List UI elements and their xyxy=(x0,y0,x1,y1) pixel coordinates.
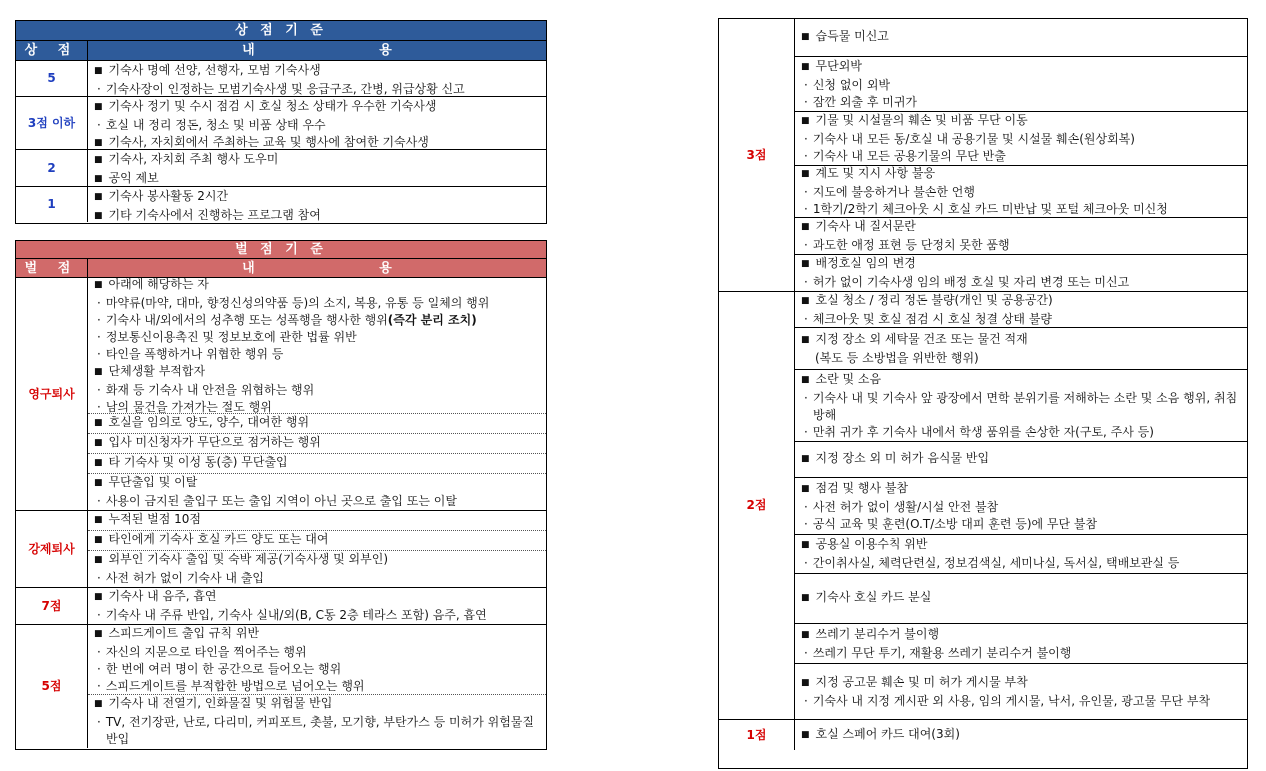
reward-score: 1 xyxy=(16,187,88,222)
penalty-line: ■ 기숙사 내 전열기, 인화물질 및 위험물 반입 xyxy=(94,695,540,714)
penalty-line: ■ 기숙사 호실 카드 분실 xyxy=(801,589,1241,608)
penalty-line: · 사전 허가 없이 생활/시설 안전 불참 xyxy=(801,499,1241,516)
penalty-line: ■ 기물 및 시설물의 훼손 및 비품 무단 이동 xyxy=(801,112,1241,131)
penalty-line: · TV, 전기장판, 난로, 다리미, 커피포트, 촛불, 모기향, 부탄가스 등 미허가 위험물질 반입 xyxy=(94,714,540,748)
penalty-table-right xyxy=(718,18,1248,769)
penalty-line: ■ 기숙사 내 음주, 흡연 xyxy=(94,588,540,607)
penalty-line: ■ 호실 청소 / 정리 정돈 불량(개인 및 공용공간) xyxy=(801,292,1241,311)
penalty-label: 7점 xyxy=(16,588,88,624)
penalty-line: · 기숙사 내 주류 반입, 기숙사 실내/외(B, C동 2층 테라스 포함) 음주, 흡연 xyxy=(94,607,540,624)
penalty-line: ■ 계도 및 지시 사항 불응 xyxy=(801,165,1241,184)
penalty-line: · 기숙사 내 지정 게시판 외 사용, 임의 게시물, 낙서, 유인물, 광고물 무단 부착 xyxy=(801,693,1241,710)
penalty-line: ■ 타 기숙사 및 이성 동(층) 무단출입 xyxy=(94,454,540,473)
penalty-line: · 사전 허가 없이 기숙사 내 출입 xyxy=(94,570,540,587)
penalty-line: ■ 단체생활 부적합자 xyxy=(94,363,540,382)
penalty-line: ■ 스피드게이트 출입 규칙 위반 xyxy=(94,625,540,644)
penalty-line: · 공식 교육 및 훈련(O.T/소방 대피 훈련 등)에 무단 불참 xyxy=(801,516,1241,533)
penalty-line: · 1학기/2학기 체크아웃 시 호실 카드 미반납 및 포털 체크아웃 미신청 xyxy=(801,201,1241,218)
reward-score: 5 xyxy=(16,61,88,96)
penalty-line: ■ 무단외박 xyxy=(801,58,1241,77)
penalty-label: 5점 xyxy=(16,625,88,748)
penalty-line: ■ 배정호실 임의 변경 xyxy=(801,255,1241,274)
penalty-line: · 자신의 지문으로 타인을 찍어주는 행위 xyxy=(94,644,540,661)
penalty-line: ■ 공용실 이용수칙 위반 xyxy=(801,536,1241,555)
reward-row xyxy=(16,187,546,222)
reward-col-content: 내 용 xyxy=(242,43,452,58)
penalty-line: · 기숙사 내 및 기숙사 앞 광장에서 면학 분위기를 저해하는 소란 및 소음 행위, 취침 방해 xyxy=(801,390,1241,424)
reward-line: ■ 기타 기숙사에서 진행하는 프로그램 참여 xyxy=(94,207,540,226)
penalty-line: ■ 누적된 벌점 10점 xyxy=(94,511,540,530)
penalty-line: · 화재 등 기숙사 내 안전을 위협하는 행위 xyxy=(94,382,540,399)
reward-table-header xyxy=(16,41,546,61)
penalty-label: 1점 xyxy=(719,720,795,750)
reward-line: ■ 공익 제보 xyxy=(94,170,540,189)
penalty-line: · 신청 없이 외박 xyxy=(801,77,1241,94)
penalty-line: · 기숙사 내 모든 동/호실 내 공용기물 및 시설물 훼손(원상회복) xyxy=(801,131,1241,148)
penalty-line: ■ 지정 공고문 훼손 및 미 허가 게시물 부착 xyxy=(801,674,1241,693)
penalty-line: · 스피드게이트를 부적합한 방법으로 넘어오는 행위 xyxy=(94,678,540,695)
penalty-row-7 xyxy=(16,588,546,625)
penalty-emphasis: (즉각 분리 조치) xyxy=(387,312,477,327)
penalty-line: · 기숙사 내 모든 공용기물의 무단 반출 xyxy=(801,148,1241,165)
penalty-row-1 xyxy=(719,720,1247,750)
penalty-line: · 지도에 불응하거나 불손한 언행 xyxy=(801,184,1241,201)
penalty-table-left xyxy=(15,240,547,750)
reward-row xyxy=(16,61,546,97)
reward-line: ■ 기숙사, 자치회 주최 행사 도우미 xyxy=(94,151,540,170)
penalty-label: 3점 xyxy=(719,19,795,291)
penalty-row-forced xyxy=(16,511,546,588)
penalty-label: 영구퇴사 xyxy=(16,278,88,510)
penalty-row-2 xyxy=(719,292,1247,720)
reward-row xyxy=(16,97,546,150)
penalty-row-expulsion xyxy=(16,278,546,511)
penalty-line: · 타인을 폭행하거나 위협한 행위 등 xyxy=(94,346,540,363)
reward-line: ■ 기숙사 봉사활동 2시간 xyxy=(94,188,540,207)
penalty-label: 2점 xyxy=(719,292,795,719)
reward-line: ■ 기숙사 명예 선양, 선행자, 모범 기숙사생 xyxy=(94,62,540,81)
reward-table xyxy=(15,20,547,224)
penalty-line: · 허가 없이 기숙사생 임의 배정 호실 및 자리 변경 또는 미신고 xyxy=(801,274,1241,291)
penalty-line: ■ 지정 장소 외 세탁물 건조 또는 물건 적재 xyxy=(801,331,1241,350)
penalty-line: ■ 기숙사 내 질서문란 xyxy=(801,218,1241,237)
penalty-line: ■ 호실 스페어 카드 대여(3회) xyxy=(801,726,1241,745)
reward-line: · 호실 내 정리 정돈, 청소 및 비품 상태 우수 xyxy=(94,117,540,134)
penalty-line: · 쓰레기 무단 투기, 재활용 쓰레기 분리수거 불이행 xyxy=(801,645,1241,662)
penalty-line: · 체크아웃 및 호실 점검 시 호실 청결 상태 불량 xyxy=(801,311,1241,328)
penalty-line xyxy=(94,312,540,329)
penalty-line: ■ 점검 및 행사 불참 xyxy=(801,480,1241,499)
penalty-line: (복도 등 소방법을 위반한 행위) xyxy=(815,350,979,365)
penalty-line: · 사용이 금지된 출입구 또는 출입 지역이 아닌 곳으로 출입 또는 이탈 xyxy=(94,493,540,510)
penalty-line: ■ 지정 장소 외 미 허가 음식물 반입 xyxy=(801,450,1241,469)
reward-col-score: 상 점 xyxy=(16,41,88,60)
penalty-line: · 잠깐 외출 후 미귀가 xyxy=(801,94,1241,111)
penalty-table-title: 벌 점 기 준 xyxy=(16,241,546,259)
penalty-label: 강제퇴사 xyxy=(16,511,88,587)
penalty-line: · 정보통신이용촉진 및 정보보호에 관한 법률 위반 xyxy=(94,329,540,346)
penalty-line: · 과도한 애정 표현 등 단정치 못한 품행 xyxy=(801,237,1241,254)
penalty-row-5 xyxy=(16,625,546,748)
penalty-line: ■ 아래에 해당하는 자 xyxy=(94,276,540,295)
penalty-line: · 마약류(마약, 대마, 향정신성의약품 등)의 소지, 복용, 유통 등 일체의 행위 xyxy=(94,295,540,312)
penalty-line: · 간이취사실, 체력단련실, 정보검색실, 세미나실, 독서실, 택배보관실 등 xyxy=(801,555,1241,572)
reward-line: ■ 기숙사 정기 및 수시 점검 시 호실 청소 상태가 우수한 기숙사생 xyxy=(94,98,540,117)
reward-row xyxy=(16,150,546,187)
reward-score: 3점 이하 xyxy=(16,97,88,149)
penalty-col-score: 벌 점 xyxy=(16,259,88,277)
reward-score: 2 xyxy=(16,150,88,186)
penalty-line: ■ 습득물 미신고 xyxy=(801,28,1241,47)
penalty-row-3 xyxy=(719,19,1247,292)
penalty-line: · 만취 귀가 후 기숙사 내에서 학생 품위를 손상한 자(구토, 주사 등) xyxy=(801,424,1241,441)
penalty-line: ■ 입사 미신청자가 무단으로 점거하는 행위 xyxy=(94,434,540,453)
penalty-col-content: 내 용 xyxy=(242,261,452,276)
penalty-line: ■ 소란 및 소음 xyxy=(801,371,1241,390)
reward-table-title: 상 점 기 준 xyxy=(16,21,546,41)
penalty-line: · 한 번에 여러 명이 한 공간으로 들어오는 행위 xyxy=(94,661,540,678)
penalty-line: ■ 외부인 기숙사 출입 및 숙박 제공(기숙사생 및 외부인) xyxy=(94,551,540,570)
reward-line: ■ 기숙사, 자치회에서 주최하는 교육 및 행사에 참여한 기숙사생 xyxy=(94,134,540,153)
penalty-text: 기숙사 내/외에서의 성추행 또는 성폭행을 행사한 행위 xyxy=(105,312,388,327)
penalty-line: ■ 타인에게 기숙사 호실 카드 양도 또는 대여 xyxy=(94,531,540,550)
penalty-line: · 남의 물건을 가져가는 절도 행위 xyxy=(94,399,540,416)
reward-line: · 기숙사장이 인정하는 모범기숙사생 및 응급구조, 간병, 위급상황 신고 xyxy=(94,81,540,98)
penalty-line: ■ 무단출입 및 이탈 xyxy=(94,474,540,493)
penalty-line: ■ 호실을 임의로 양도, 양수, 대여한 행위 xyxy=(94,414,540,433)
penalty-line: ■ 쓰레기 분리수거 불이행 xyxy=(801,626,1241,645)
